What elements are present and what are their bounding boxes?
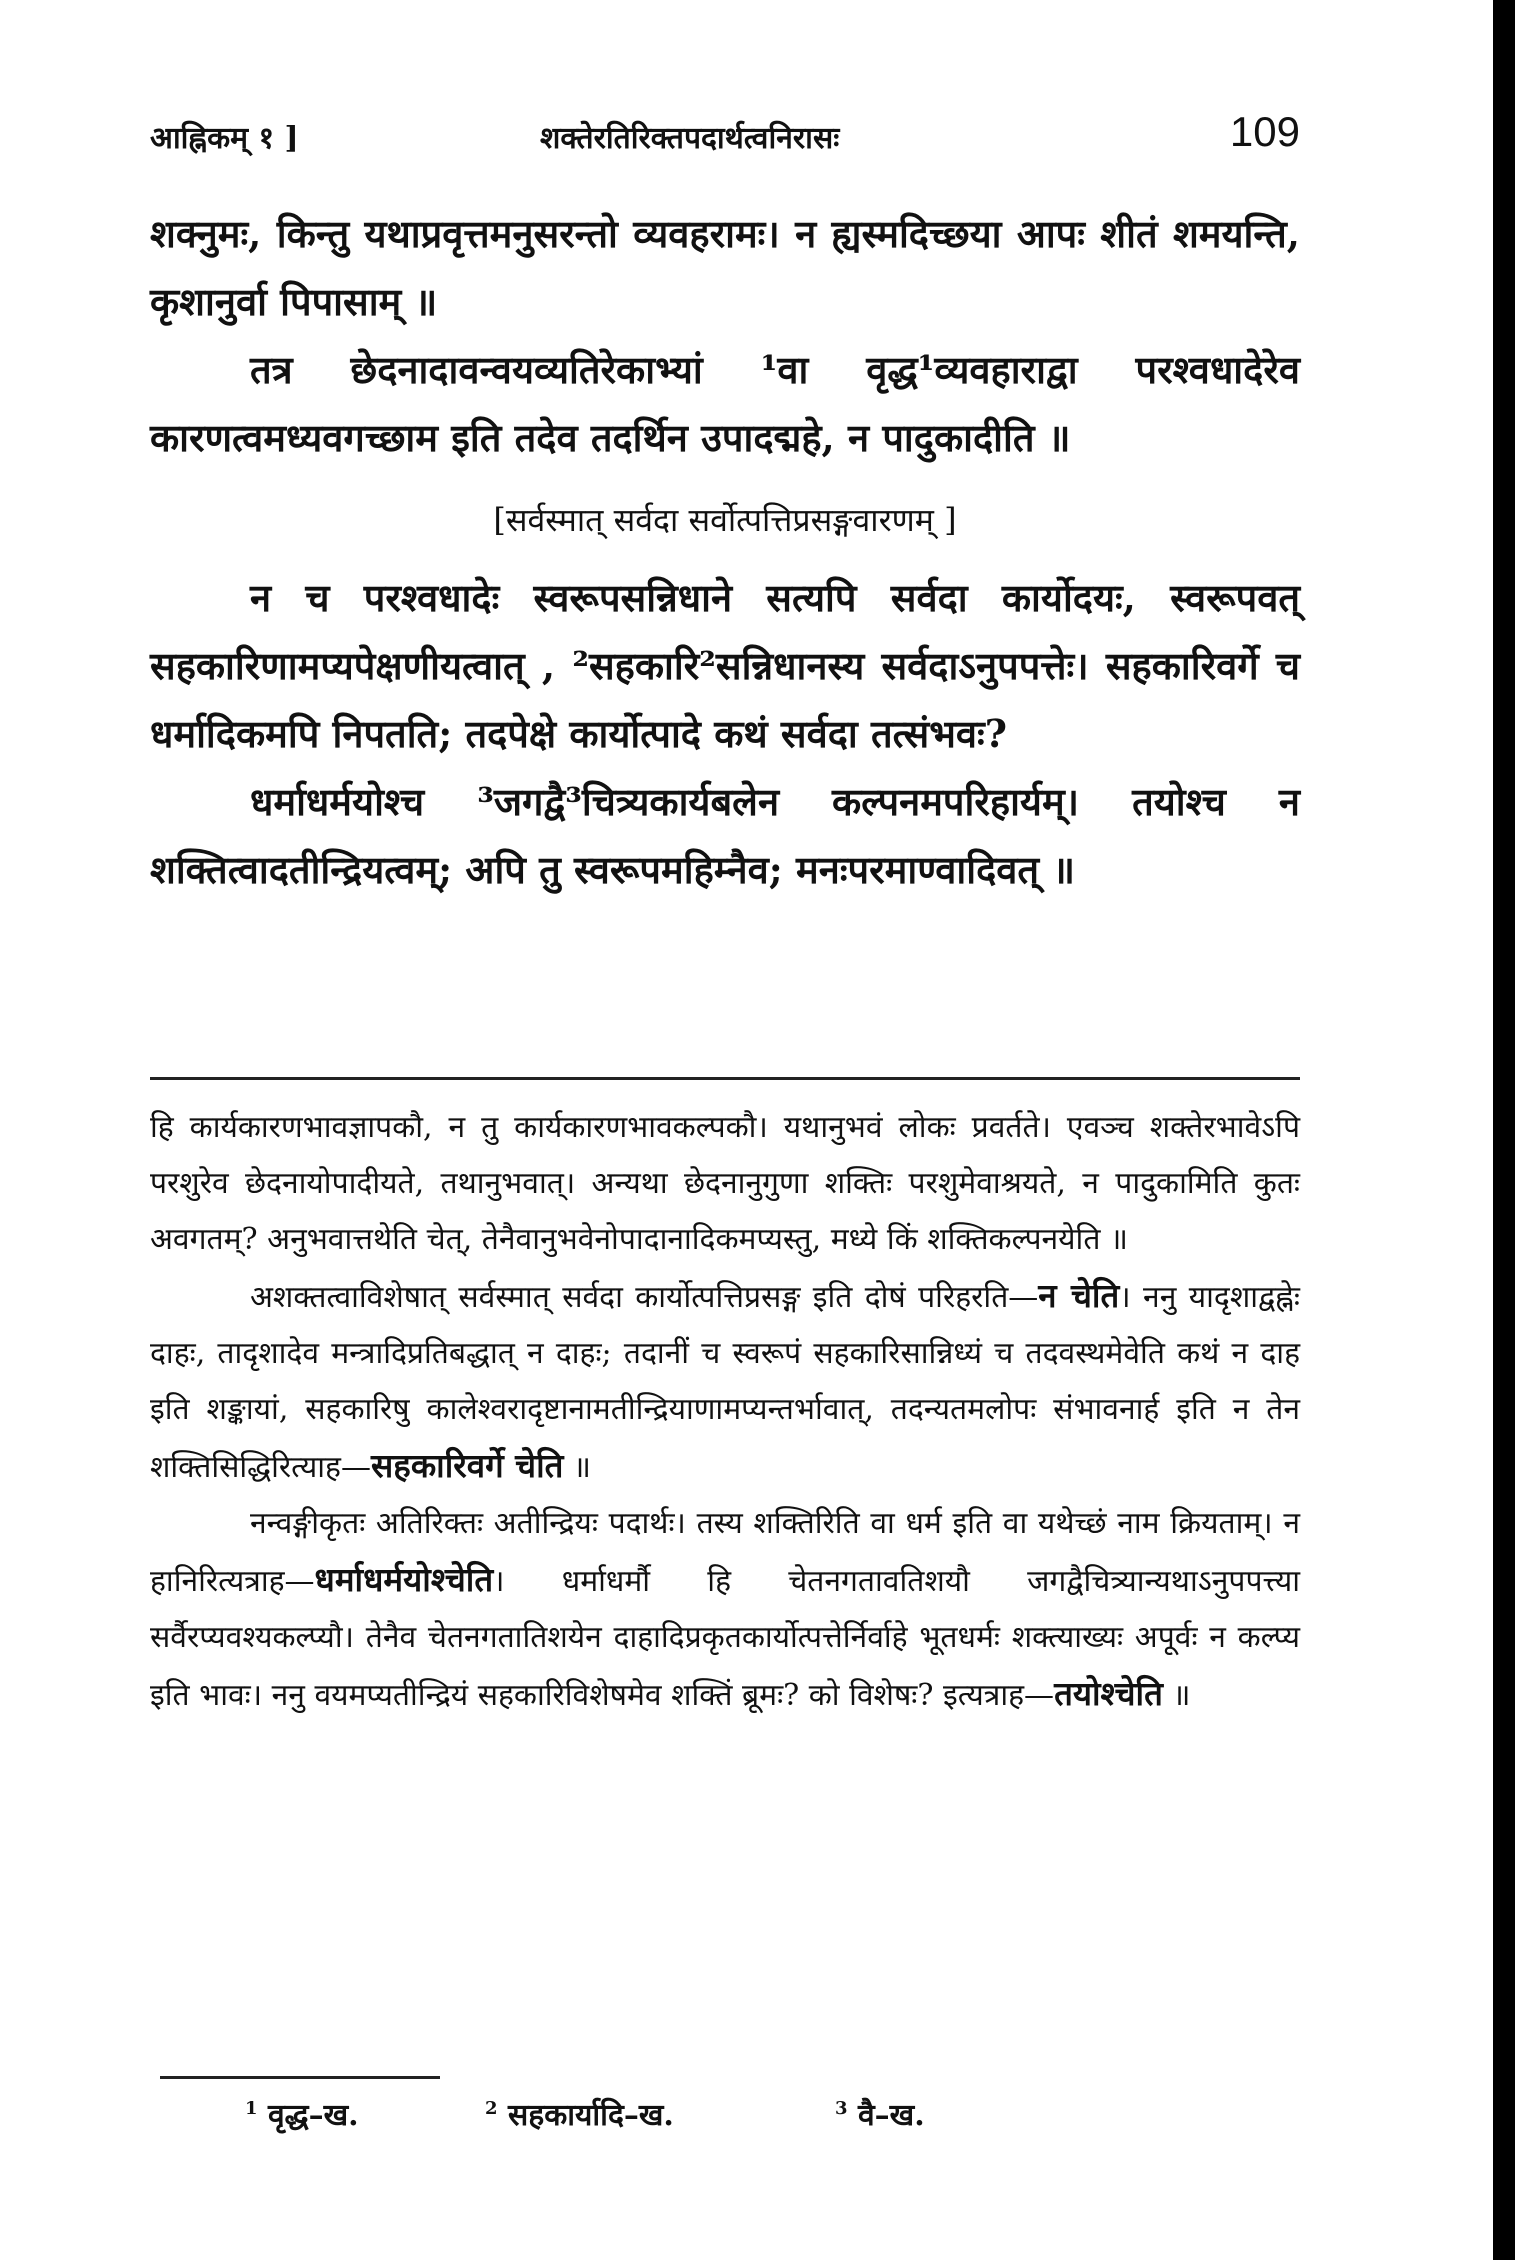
footnote-text: वृद्ध–ख. bbox=[267, 2098, 359, 2133]
main-paragraph-4: धर्माधर्मयोश्च ³जगद्वै³चित्र्यकार्यबलेन कल्पनमपरिहार्यम्। तयोश्च न शक्तित्वादतीन्द्रियत्वम्; अपि तु स्वरूपमहिम्नैव; मनःपरमाण्वादिवत् ॥ bbox=[150, 779, 1300, 892]
footnote-divider bbox=[160, 2076, 440, 2079]
running-header bbox=[150, 108, 1300, 168]
commentary-paragraph-1: हि कार्यकारणभावज्ञापकौ, न तु कार्यकारणभावकल्पकौ। यथानुभवं लोकः प्रवर्तते। एवञ्च शक्तेरभावेऽपि परशुरेव छेदनायोपादीयते, तथानुभवात्। अन्यथा छेदनानुगुणा शक्तिः परशुमेवाश्रयते, न पादुकामिति कुतः अवगतम्? अनुभवात्तथेति चेत्, तेनैवानुभवेनोपादानादिकमप्यस्तु, मध्ये किं शक्तिकल्पनयेति ॥ bbox=[150, 1110, 1300, 1257]
pratika-keyword: धर्माधर्मयोश्चेति bbox=[314, 1560, 494, 1599]
chapter-label: आह्निकम् १ ] bbox=[150, 121, 299, 156]
section-heading: [सर्वस्मात् सर्वदा सर्वोत्पत्तिप्रसङ्गवारणम् ] bbox=[493, 501, 957, 539]
commentary-text: । ननु यादृशाद्वह्नेः दाहः, तादृशादेव मन्त्रादिप्रतिबद्धात् न दाहः; तदानीं च स्वरूपं सहकारिसान्निध्यं च तदवस्थमेवेति कथं न दाह इति शङ्कायां, सहकारिषु कालेश्वरादृष्टानामतीन्द्रियाणामप्यन्तर्भावात्, तदन्यतमलोपः संभावनार्ह इति न तेन शक्तिसिद्धिरित्याह— bbox=[150, 1280, 1300, 1485]
commentary-text: नन्वङ्गीकृतः अतिरिक्तः अतीन्द्रियः पदार्थः। तस्य शक्तिरिति वा धर्म इति वा यथेच्छं नाम क्रियताम्। न हानिरित्यत्राह— bbox=[150, 1506, 1300, 1599]
commentary-text: । धर्माधर्मौ हि चेतनगतावतिशयौ जगद्वैचित्र्यान्यथाऽनुपपत्त्या सर्वैरप्यवश्यकल्प्यौ। तेनैव चेतनगतातिशयेन दाहादिप्रकृतकार्योत्पत्तेर्निर्वाहे भूतधर्मः शक्त्याख्यः अपूर्वः न कल्प्य इति भावः। ननु वयमप्यतीन्द्रियं सहकारिविशेषमेव शक्तिं ब्रूमः? को विशेषः? इत्यत्राह— bbox=[150, 1564, 1300, 1713]
scan-edge bbox=[1493, 0, 1515, 2260]
main-paragraph-3: न च परश्वधादेः स्वरूपसन्निधाने सत्यपि सर्वदा कार्योदयः, स्वरूपवत् सहकारिणामप्यपेक्षणीयत्वात् , ²सहकारि²सन्निधानस्य सर्वदाऽनुपपत्तेः। सहकारिवर्गे च धर्मादिकमपि निपतति; तदपेक्षे कार्योत्पादे कथं सर्वदा तत्संभवः? bbox=[150, 575, 1300, 756]
commentary bbox=[150, 1100, 1300, 1724]
footnote-number: 1 bbox=[245, 2098, 258, 2119]
footnote-text: वै–ख. bbox=[857, 2098, 925, 2133]
pratika-keyword: तयोश्चेति bbox=[1054, 1674, 1163, 1713]
main-paragraph-2: तत्र छेदनादावन्वयव्यतिरेकाभ्यां ¹वा वृद्ध¹व्यवहाराद्वा परश्वधादेरेव कारणत्वमध्यवगच्छाम इति तदेव तदर्थिन उपादद्महे, न पादुकादीति ॥ bbox=[150, 347, 1300, 460]
section-title: शक्तेरतिरिक्तपदार्थत्वनिरासः bbox=[540, 121, 840, 156]
main-text bbox=[150, 200, 1300, 904]
commentary-paragraph-3 bbox=[150, 1496, 1300, 1724]
commentary-text: अशक्तत्वाविशेषात् सर्वस्मात् सर्वदा कार्योत्पत्तिप्रसङ्ग इति दोषं परिहरति— bbox=[250, 1280, 1039, 1315]
commentary-text: ॥ bbox=[563, 1450, 591, 1485]
commentary-paragraph-2 bbox=[150, 1268, 1300, 1496]
footnotes bbox=[245, 2093, 1145, 2143]
main-paragraph-1: शक्नुमः, किन्तु यथाप्रवृत्तमनुसरन्तो व्यवहरामः। न ह्यस्मदिच्छया आपः शीतं शमयन्ति, कृशानुर्वा पिपासाम् ॥ bbox=[150, 211, 1300, 324]
commentary-divider bbox=[150, 1077, 1300, 1080]
page-number: 109 bbox=[1229, 108, 1300, 155]
footnote-number: 2 bbox=[485, 2098, 498, 2119]
footnote-number: 3 bbox=[835, 2098, 848, 2119]
pratika-keyword: सहकारिवर्गे चेति bbox=[370, 1446, 564, 1485]
pratika-keyword: न चेति bbox=[1038, 1276, 1120, 1315]
footnote-1 bbox=[245, 2093, 359, 2134]
footnote-2 bbox=[485, 2093, 674, 2134]
footnote-3 bbox=[835, 2093, 925, 2134]
commentary-text: ॥ bbox=[1162, 1678, 1191, 1713]
footnote-text: सहकार्यादि–ख. bbox=[507, 2098, 674, 2133]
